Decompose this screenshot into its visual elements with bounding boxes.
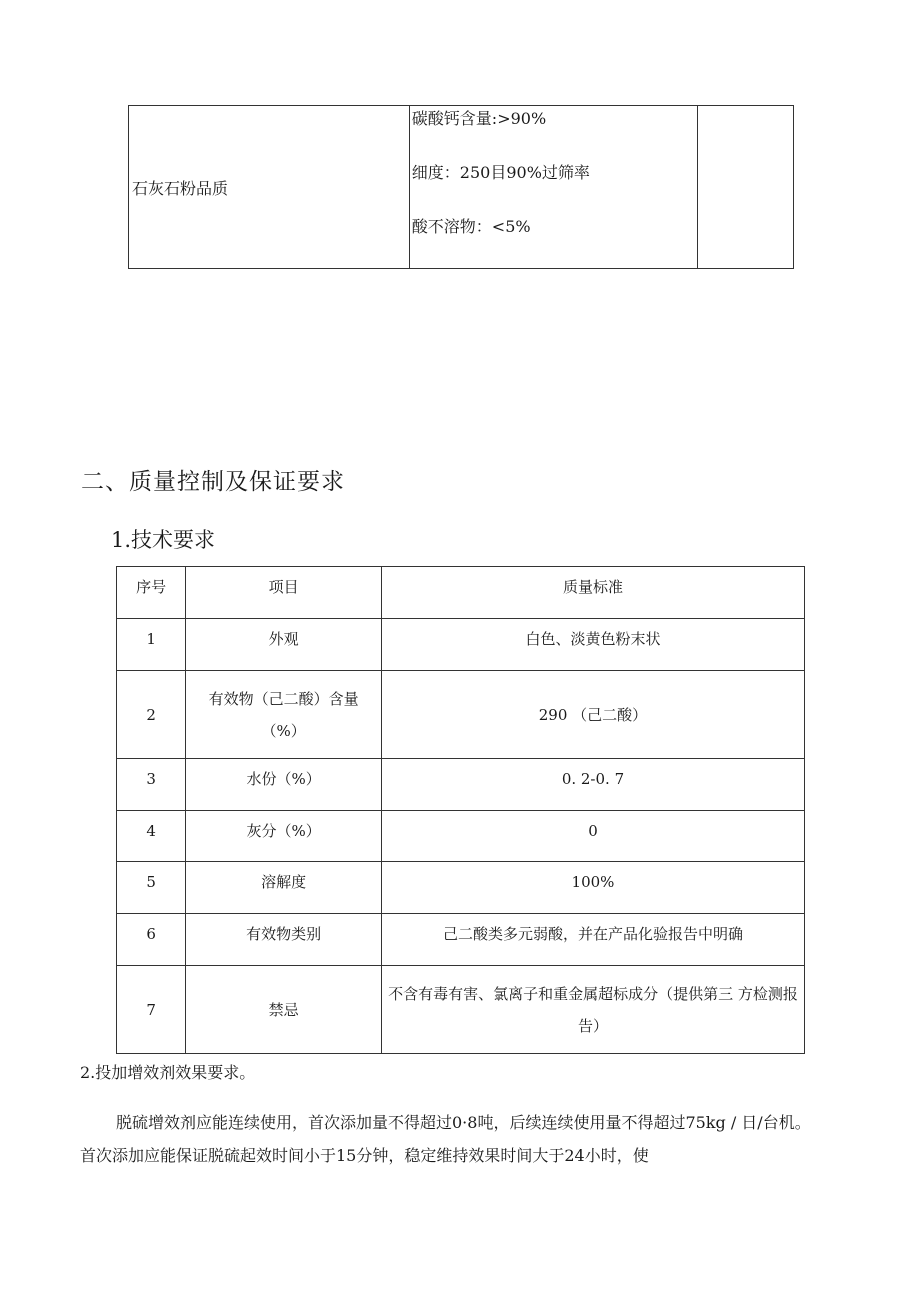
table-row <box>117 619 805 671</box>
spec-line: 碳酸钙含量:>90% <box>411 109 547 128</box>
row-index: 1 <box>117 619 186 671</box>
table-row <box>117 759 805 811</box>
row-standard: 0 <box>381 811 804 862</box>
row-item: 禁忌 <box>186 966 382 1054</box>
item-name-cell: 石灰石粉品质 <box>129 106 410 269</box>
row-standard: 290 （己二酸） <box>381 671 804 759</box>
row-standard: 白色、淡黄色粉末状 <box>381 619 804 671</box>
table-header-row <box>117 567 805 619</box>
spec-cell <box>409 106 697 269</box>
empty-cell <box>698 106 794 269</box>
row-item: 外观 <box>186 619 382 671</box>
header-cell-standard: 质量标准 <box>381 567 804 619</box>
header-cell-index: 序号 <box>117 567 186 619</box>
limestone-quality-table <box>128 105 794 269</box>
table-row <box>117 811 805 862</box>
paragraph-line: 首次添加应能保证脱硫起效时间小于15分钟，稳定维持效果时间大于24小时，使 <box>80 1146 649 1165</box>
table-row <box>117 966 805 1054</box>
row-item: 水份（%） <box>186 759 382 811</box>
paragraph-line: 脱硫增效剂应能连续使用，首次添加量不得超过0·8吨，后续连续使用量不得超过75kg / 日/台机。 <box>116 1113 811 1132</box>
header-cell-item: 项目 <box>186 567 382 619</box>
row-standard: 0. 2-0. 7 <box>381 759 804 811</box>
row-index: 7 <box>117 966 186 1054</box>
row-index: 5 <box>117 862 186 914</box>
spec-line: 细度：250目90%过筛率 <box>411 163 590 182</box>
table-row <box>117 671 805 759</box>
row-standard: 己二酸类多元弱酸，并在产品化验报告中明确 <box>381 914 804 966</box>
row-index: 4 <box>117 811 186 862</box>
table-row <box>129 106 794 269</box>
row-item: 有效物类别 <box>186 914 382 966</box>
table-row <box>117 862 805 914</box>
row-index: 2 <box>117 671 186 759</box>
row-index: 3 <box>117 759 186 811</box>
paragraph-title: 2.投加增效剂效果要求。 <box>80 1063 256 1082</box>
row-index: 6 <box>117 914 186 966</box>
subsection-title: 1.技术要求 <box>111 528 216 552</box>
technical-requirements-table <box>116 566 805 1054</box>
section-title: 二、质量控制及保证要求 <box>81 469 345 495</box>
row-item: 有效物（己二酸）含量（%） <box>186 671 382 759</box>
row-item: 灰分（%） <box>186 811 382 862</box>
spec-line: 酸不溶物：<5% <box>411 217 531 236</box>
row-standard: 100% <box>381 862 804 914</box>
row-item: 溶解度 <box>186 862 382 914</box>
row-standard: 不含有毒有害、氯离子和重金属超标成分（提供第三 方检测报告） <box>381 966 804 1054</box>
table-row <box>117 914 805 966</box>
